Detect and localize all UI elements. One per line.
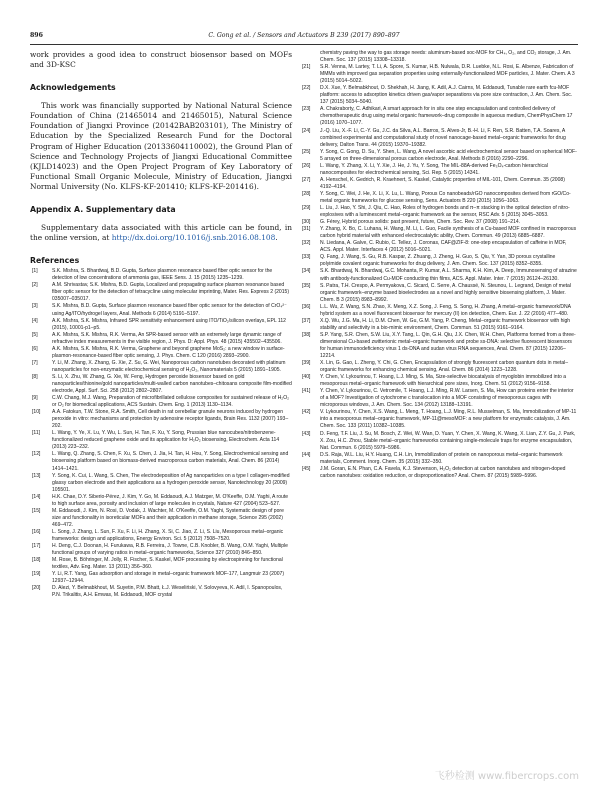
- reference-text: Y. Song, C. Wei, J. He, X. Li, X. Lu, L. Wang, Porous Co nanobeads/rGO nanocomposites derived from rGO/Co-metal organic frameworks for glucose sensing, Sens. Actuators B 220 (2015) 1056–1063.: [320, 190, 571, 204]
- reference-item: [30, 332, 292, 346]
- reference-item: [30, 571, 292, 585]
- reference-number: [2]: [32, 282, 38, 289]
- reference-text: A. Henschel, K. Gedrich, R. Kraehnert, S. Kaskel, Catalytic properties of MIL-101, Chem. Commun. 35 (2008) 4192–4194.: [320, 176, 565, 190]
- reference-text: S.P. Yang, S.R. Chen, S.W. Liu, X.Y. Tang, L. Qin, G.H. Qiu, J.X. Chen, W.H. Chen, Platforms formed from a three-dimensional Cu-based zwitterionic metal–organic framework and probe ss-DNA: selective fluorescent biosensors for human immunodeficiency virus 1 ds-DNA and sudan virus RNA sequences, Anal. Chem. 87 (2015) 12206–12214.: [320, 331, 576, 360]
- reference-item: [300, 64, 578, 85]
- reference-item: [300, 268, 578, 282]
- reference-item: [300, 205, 578, 219]
- journal-citation: C. Gong et al. / Sensors and Actuators B 239 (2017) 890–897: [208, 32, 400, 39]
- reference-number: [39]: [302, 360, 311, 367]
- reference-number: [16]: [32, 528, 41, 535]
- reference-number: [300, 50, 320, 64]
- reference-text: S.K. Mishra, B.D. Gupta, Surface plasmon resonance based fiber optic sensor for the detection of CrO₄²⁻ using Ag/ITO/hydrogel layers, Anal. Methods 6 (2014) 5191–5197.: [52, 303, 287, 317]
- reference-item: [300, 409, 578, 430]
- reference-number: [11]: [32, 430, 41, 437]
- reference-number: [9]: [32, 395, 38, 402]
- reference-text: H. Deng, C.J. Doonan, H. Furukawa, R.B. Ferreira, J. Towne, C.B. Knobler, B. Wang, O.M. Yaghi, Multiple functional groups of varying ratios in metal–organic frameworks, Science 327 (2010) 846–850.: [52, 543, 288, 557]
- reference-item: [30, 473, 292, 494]
- reference-text: J.-Q. Liu, X.-F. Li, C.-Y. Gu, J.C. da Silva, A.L. Barros, S. Alves-Jr, B.-H. Li, F. Ren, S.R. Batten, T.A. Soares, A combined experimental and computational study of novel nanocage-based metal–organic frameworks for drug delivery, Dalton Trans. 44 (2015) 19370–19382.: [320, 127, 566, 148]
- reference-item: [30, 494, 292, 508]
- reference-item: [300, 106, 578, 127]
- reference-text: chemistry paving the way to gas storage needs: aluminum-based soc-MOF for CH₄, O₂, and CO₂ storage, J. Am. Chem. Soc. 137 (2015) 13308–13318.: [320, 50, 572, 64]
- reference-number: [33]: [302, 254, 311, 261]
- reference-item: [300, 452, 578, 466]
- reference-number: [7]: [32, 359, 38, 366]
- reference-text: J.M. Goran, E.N. Phan, C.A. Favela, K.J. Stevenson, H₂O₂ detection at carbon nanotubes and nitrogen-doped carbon nanotubes: oxidation reduction, or disproportionation? Anal. Chem. 87 (2015) 5989–5996.: [320, 465, 566, 479]
- reference-item: [30, 395, 292, 409]
- running-header: [30, 32, 578, 44]
- appendix-tail: .: [275, 233, 278, 243]
- references-list-left: [30, 268, 292, 599]
- reference-text: X. Lin, G. Gao, L. Zheng, Y. Chi, G. Chen, Encapsulation of strongly fluorescent carbon quantum dots in metal–organic frameworks for enhancing chemical sensing, Anal. Chem. 86 (2014) 1223–1228.: [320, 360, 569, 374]
- reference-text: A. Chakraborty, C. Adhikari, A smart approach for in situ one step encapsulation and controlled delivery of chemotherapeutic drug using metal organic framework–drug composite in aqueous medium, ChemPhysChem 17 (2016) 1070–1077.: [320, 106, 573, 127]
- reference-number: [29]: [302, 205, 311, 212]
- reference-number: [42]: [302, 409, 311, 416]
- reference-text: Y. Li, R.T. Yang, Gas adsorption and storage in metal–organic framework MOF-177, Langmuir 23 (2007) 12937–12944.: [52, 571, 284, 585]
- reference-item: [300, 226, 578, 240]
- reference-item: [300, 374, 578, 388]
- reference-text: L. Wang, Y. Zhang, X. Li, Y. Xie, J. He, J. Yu, Y. Song, The MIL-88A-derived Fe₃O₄-carbon hierarchical nanocomposites for electrochemical sensing, Sci. Rep. 5 (2015) 14341.: [320, 162, 548, 176]
- reference-item: [30, 374, 292, 395]
- reference-number: [14]: [32, 493, 41, 500]
- reference-text: L. Wang, Q. Zhang, S. Chen, F. Xu, S. Chen, J. Jia, H. Tan, H. Hou, Y. Song, Electrochemical sensing and biosensing platform based on biomass-derived macroporous carbon materials, Anal. Chem. 86 (2014) 1414–1421.: [52, 451, 289, 472]
- reference-item: [30, 543, 292, 557]
- reference-number: [5]: [32, 331, 38, 338]
- reference-item: [300, 388, 578, 409]
- reference-number: [22]: [302, 85, 311, 92]
- reference-item: [300, 50, 578, 64]
- reference-text: Y. Song, K. Cui, L. Wang, S. Chen, The electrodeposition of Ag nanoparticles on a type I collagen-modified glassy carbon electrode and their applications as a hydrogen peroxide sensor, Nanotechnology 20 (2009) 105501.: [52, 472, 290, 493]
- reference-number: [45]: [302, 465, 311, 472]
- reference-item: [30, 282, 292, 303]
- reference-text: Y. Chen, V. Lykourinou, T. Hoang, L.J. Ming, S. Ma, Size-selective biocatalysis of myoglobin immobilized into a mesoporous metal–organic framework with hierarchical pore sizes, Inorg. Chem. 51 (2012) 9156–9158.: [320, 374, 567, 388]
- reference-item: [30, 360, 292, 374]
- reference-item: [30, 430, 292, 451]
- reference-text: D. Alezi, Y. Belmabkhout, M. Suyetin, P.M. Bhatt, Ł.J. Weseliński, V. Solovyeva, K. Adil, I. Spanopoulos, P.N. Trikalitis, A.H. Emwas, M. Eddaoudi, MOF crystal: [52, 585, 283, 599]
- reference-number: [40]: [302, 374, 311, 381]
- reference-item: [300, 177, 578, 191]
- reference-number: [24]: [302, 127, 311, 134]
- reference-text: S. Patra, T.H. Crespo, A. Permyakova, C. Sicard, C. Serre, A. Chaussé, N. Steunou, L. Legrand, Design of metal organic framework–enzyme based bioelectrodes as a novel and highly sensitive biosensing platform, J. Mater. Chem. B 3 (2015) 8983–8992.: [320, 282, 571, 303]
- reference-number: [35]: [302, 282, 311, 289]
- reference-text: N. Liedana, A. Galve, C. Rubio, C. Tellez, J. Coronas, CAF@ZIF-8: one-step encapsulation of caffeine in MOF, ACS. Appl. Mater. Interfaces 4 (2012) 5016–5021.: [320, 240, 567, 254]
- reference-text: Y. Li, M. Zhang, X. Zhang, G. Xie, Z. Su, G. Wei, Nanoporous carbon nanotubes decorated with platinum nanoparticles for non-enzymatic electrochemical sensing of H₂O₂, Nanomaterials 5 (2015) 1891–1905.: [52, 359, 286, 373]
- reference-number: [28]: [302, 190, 311, 197]
- reference-text: H.K. Chae, D.Y. Siberio-Pérez, J. Kim, Y. Go, M. Eddaoudi, A.J. Matzger, M. O'Keeffe, O.M. Yaghi, A route to high surface area, porosity and inclusion of large molecules in crystals, Nature 427 (2004) 523–527.: [52, 493, 289, 507]
- acknowledgements-heading: Acknowledgements: [30, 83, 116, 93]
- reference-item: [300, 128, 578, 149]
- reference-item: [30, 585, 292, 599]
- reference-number: [30]: [302, 219, 311, 226]
- reference-item: [300, 191, 578, 205]
- references-list-right: [300, 50, 578, 480]
- reference-number: [31]: [302, 226, 311, 233]
- reference-text: Y. Chen, V. Lykourinou, C. Vetromile, T. Hoang, L.J. Ming, R.W. Larsen, S. Ma, How can proteins enter the interior of a MOF? Investigation of cytochrome c translocation into a MOF consisting of mesoporous cages with microporous windows, J. Am. Chem. Soc. 134 (2012) 13188–13191.: [320, 388, 574, 409]
- reference-text: S. Li, X. Zhu, W. Zhang, G. Xie, W. Feng, Hydrogen peroxide biosensor based on gold nanoparticles/thionine/gold nanoparticles/multi-walled carbon nanotubes–chitosans composite film-modified electrode, Appl. Surf. Sci. 258 (2012) 2802–2807.: [52, 373, 292, 395]
- appendix-body: Supplementary data associated with this article can be found, in the online version, at: [30, 223, 292, 243]
- reference-item: [300, 85, 578, 106]
- reference-item: [300, 318, 578, 332]
- right-column: [300, 50, 578, 480]
- reference-number: [13]: [32, 472, 41, 479]
- reference-number: [1]: [32, 268, 38, 275]
- reference-text: D. Feng, T.F. Liu, J. Su, M. Bosch, Z. Wei, W. Wan, D. Yuan, Y. Chen, X. Wang, K. Wang, X. Lian, Z.Y. Gu, J. Park, X. Zou, H.C. Zhou, Stable metal–organic frameworks containing single-molecule traps for enzyme encapsulation, Nat. Commun. 6 (2015) 5979–5986.: [320, 430, 576, 451]
- reference-text: D.S. Raja, W.L. Liu, H.Y. Huang, C.H. Lin, Immobilization of protein on nanoporous metal–organic framework materials, Comment. Inorg. Chem. 35 (2015) 332–350.: [320, 451, 563, 465]
- reference-text: L. Song, J. Zhang, L. Sun, F. Xu, F. Li, H. Zhang, X. Si, C. Jiao, Z. Li, S. Liu, Mesoporous metal–organic frameworks: design and applications, Energy Environ. Sci. 5 (2012) 7508–7520.: [52, 528, 284, 542]
- reference-text: G. Férey, Hybrid porous solids: past present, future, Chem. Soc. Rev. 37 (2008) 191–214.: [320, 219, 521, 226]
- supplementary-data-link[interactable]: http://dx.doi.org/10.1016/j.snb.2016.08.108: [111, 233, 276, 243]
- reference-text: L. Liu, J. Hao, Y. Shi, J. Qiu, C. Hao, Roles of hydrogen bonds and π–π stacking in the optical detection of nitro-explosives with a luminescent metal–organic framework as the sensor, RSC Adv. 5 (2015) 3045–3053.: [320, 205, 570, 219]
- left-column: [30, 50, 292, 599]
- reference-text: Q. Fang, J. Wang, S. Gu, R.B. Kaspar, Z. Zhuang, J. Zheng, H. Guo, S. Qiu, Y. Yan, 3D porous crystalline polyimide covalent organic frameworks for drug delivery, J. Am. Chem. Soc. 137 (2015) 8352–8355.: [320, 254, 556, 268]
- intro-text: work provides a good idea to construct biosensor based on MOFs and 3D-KSC: [30, 50, 292, 70]
- reference-item: [30, 557, 292, 571]
- reference-number: [43]: [302, 430, 311, 437]
- reference-text: Y. Zhang, X. Bo, C. Luhana, H. Wang, M. Li, L. Guo, Facile synthesis of a Cu-based MOF confined in macroporous carbon hybrid material with enhanced electrocatalytic ability, Chem. Commun. 49 (2013) 6885–6887.: [320, 226, 577, 240]
- reference-text: A.K. Mishra, S.K. Mishra, R.K. Verma, An SPR-based sensor with an extremely large dynamic range of refractive index measurements in the visible region, J. Phys. D: Appl. Phys. 48 (2015) 435502–435506.: [52, 331, 282, 345]
- reference-number: [44]: [302, 451, 311, 458]
- reference-number: [19]: [32, 571, 41, 578]
- reference-number: [32]: [302, 240, 311, 247]
- reference-number: [21]: [302, 64, 311, 71]
- reference-text: C.W. Chang, M.J. Wang, Preparation of microfibrillated cellulose composites for sustained release of H₂O₂ or O₂ for biomedical applications, ACS Sustain. Chem. Eng. 1 (2013) 1130–1134.: [52, 395, 290, 409]
- reference-text: M. Eddaoudi, J. Kim, N. Rosi, D. Vodak, J. Wachter, M. O'Keeffe, O.M. Yaghi, Systematic design of pore size and functionality in isoreticular MOFs and their application in methane storage, Science 295 (2002) 469–472.: [52, 507, 284, 528]
- appendix-heading: Appendix A. Supplementary data: [30, 205, 176, 215]
- reference-text: L. Wang, Y. Ye, X. Lu, Y. Wu, L. Sun, H. Tan, F. Xu, Y. Song, Prussian blue nanocubes/nitrobenzene-functionalized reduced graphene oxide and its application for H₂O₂ biosensing, Electrochem. Acta 114 (2013) 223–232.: [52, 430, 280, 451]
- reference-text: S.K. Mishra, S. Bhardwaj, B.D. Gupta, Surface plasmon resonance based fiber optic sensor for the detection of low concentrations of ammonia gas, IEEE Sens. J. 15 (2015) 1235–1239.: [52, 268, 273, 282]
- reference-item: [30, 451, 292, 472]
- reference-text: A.K. Mishra, S.K. Mishra, Infrared SPR sensitivity enhancement using ITO/TiO₂/silicon overlays, EPL 112 (2015), 10001-p1–p5.: [52, 317, 286, 331]
- reference-text: Y. Song, C. Gong, D. Su, Y. Shen, L. Wang, A novel ascorbic acid electrochemical sensor based on spherical MOF-5 arrayed on three-dimensional porous carbon electrode, Anal. Methods 8 (2016) 2290–2296.: [320, 148, 577, 162]
- appendix-text: [30, 223, 292, 243]
- reference-number: [34]: [302, 268, 311, 275]
- reference-item: [30, 318, 292, 332]
- reference-text: A.M. Shrivastav, S.K. Mishra, B.D. Gupta, Localized and propagating surface plasmon resonance based fiber optic sensor for the detection of tetracycline using molecular imprinting, Mater. Res. Express 2 (2015) 035007–035017.: [52, 282, 290, 303]
- reference-item: [30, 303, 292, 317]
- reference-item: [30, 508, 292, 529]
- reference-item: [300, 304, 578, 318]
- reference-item: [300, 431, 578, 452]
- reference-number: [8]: [32, 373, 38, 380]
- reference-item: [30, 268, 292, 282]
- reference-number: [27]: [302, 176, 311, 183]
- reference-number: [10]: [32, 409, 41, 416]
- reference-item: [30, 409, 292, 430]
- reference-item: [30, 346, 292, 360]
- reference-number: [15]: [32, 507, 41, 514]
- reference-item: [300, 332, 578, 360]
- reference-text: M. Rose, B. Böhringer, M. Jolly, R. Fischer, S. Kaskel, MOF processing by electrospinning for functional textiles, Adv. Eng. Mater. 13 (2011) 356–360.: [52, 557, 283, 571]
- reference-item: [300, 240, 578, 254]
- reference-number: [3]: [32, 303, 38, 310]
- reference-number: [4]: [32, 317, 38, 324]
- reference-number: [25]: [302, 148, 311, 155]
- reference-item: [300, 149, 578, 163]
- reference-number: [41]: [302, 388, 311, 395]
- reference-text: A.A. Fatokun, T.W. Stone, R.A. Smith, Cell death in rat cerebellar granule neurons induced by hydrogen peroxide in vitro: mechanisms and protection by adenosine receptor ligands, Brain Res. 1132 (2007) 193–202.: [52, 409, 289, 430]
- reference-text: D.X. Xue, Y. Belmabkhout, O. Shekhah, H. Jiang, K. Adil, A.J. Cairns, M. Eddaoudi, Tunable rare earth fcu-MOF platform: access to adsorption kinetics driven gas/vapor separations via pore size contraction, J. Am. Chem. Soc. 137 (2015) 5034–5040.: [320, 85, 573, 106]
- references-heading: References: [30, 256, 80, 266]
- reference-number: [23]: [302, 106, 311, 113]
- reference-number: [18]: [32, 557, 41, 564]
- reference-text: V. Lykourinou, Y. Chen, X.S. Wang, L. Meng, T. Hoang, L.J. Ming, R.L. Musselman, S. Ma, Immobilization of MP-11 into a mesoporous metal–organic framework, MP-11@mesoMOF: a new platform for enzymatic catalysis, J. Am. Chem. Soc. 133 (2011) 10382–10385.: [320, 409, 577, 430]
- reference-text: A.K. Mishra, S.K. Mishra, R.K. Verma, Graphene and beyond graphene MoS₂: a new window in surface-plasmon-resonance-based fiber optic sensing, J. Phys. Chem. C 120 (2016) 2893–2900.: [52, 345, 285, 359]
- reference-text: X.Q. Wu, J.G. Ma, H. Li, D.M. Chen, W. Gu, G.M. Yang, P. Cheng, Metal–organic framework biosensor with high stability and selectivity in a bio-mimic environment, Chem. Commun. 51 (2015) 9161–9164.: [320, 317, 571, 331]
- reference-number: [6]: [32, 345, 38, 352]
- reference-item: [300, 163, 578, 177]
- reference-number: [37]: [302, 317, 311, 324]
- reference-number: [26]: [302, 162, 311, 169]
- reference-number: [12]: [32, 451, 41, 458]
- reference-number: [17]: [32, 543, 41, 550]
- header-rule: [30, 44, 578, 45]
- reference-item: [300, 283, 578, 304]
- reference-item: [30, 529, 292, 543]
- reference-item: [300, 219, 578, 226]
- reference-item: [300, 360, 578, 374]
- reference-item: [300, 466, 578, 480]
- watermark: 飞秒检测 www.fibercrops.com: [434, 771, 579, 782]
- acknowledgements-text: This work was financially supported by National Natural Science Foundation of China (21465014 and 21465015), Natural Science Foundation of Jiangxi Province (20142BAB203101), The Ministry of Education by the Specialized Research Fund for the Doctoral Program of Higher Education (20133604110002), the Ground Plan of Science and Technology Projects of Jiangxi Educational Committee (KJLD14023) and the Open Project Program of Key Laboratory of Functional Small Organic Molecule, Ministry of Education, Jiangxi Normal University (No. KLFS-KF-201410; KLFS-KF-201416).: [30, 101, 292, 191]
- reference-item: [300, 254, 578, 268]
- reference-number: [20]: [32, 585, 41, 592]
- page-number: 896: [30, 32, 43, 39]
- reference-text: S.K. Bhardwaj, N. Bhardwaj, G.C. Mohanta, P. Kumar, A.L. Sharma, K.H. Kim, A. Deep, Immunosensing of atrazine with antibody-functionalized Cu-MOF conducting thin films, ACS. Appl. Mater. Inter. 7 (2015) 26124–26130.: [320, 268, 577, 282]
- reference-text: L.L. Wu, Z. Wang, S.N. Zhao, X. Meng, X.Z. Song, J. Feng, S. Song, H. Zhang, A metal–organic framework/DNA hybrid system as a novel fluorescent biosensor for mercury (II) ion detection, Chem. Eur. J. 22 (2016) 477–480.: [320, 303, 571, 317]
- reference-text: S.R. Venna, M. Lartey, T. Li, A. Spore, S. Kumar, H.B. Nulwala, D.R. Luebke, N.L. Rosi, E. Albenze, Fabrication of MMMs with improved gas separation properties using externally-functionalized MOF particles, J. Mater. Chem. A 3 (2015) 5014–5022.: [320, 64, 575, 85]
- reference-number: [36]: [302, 303, 311, 310]
- reference-number: [38]: [302, 331, 311, 338]
